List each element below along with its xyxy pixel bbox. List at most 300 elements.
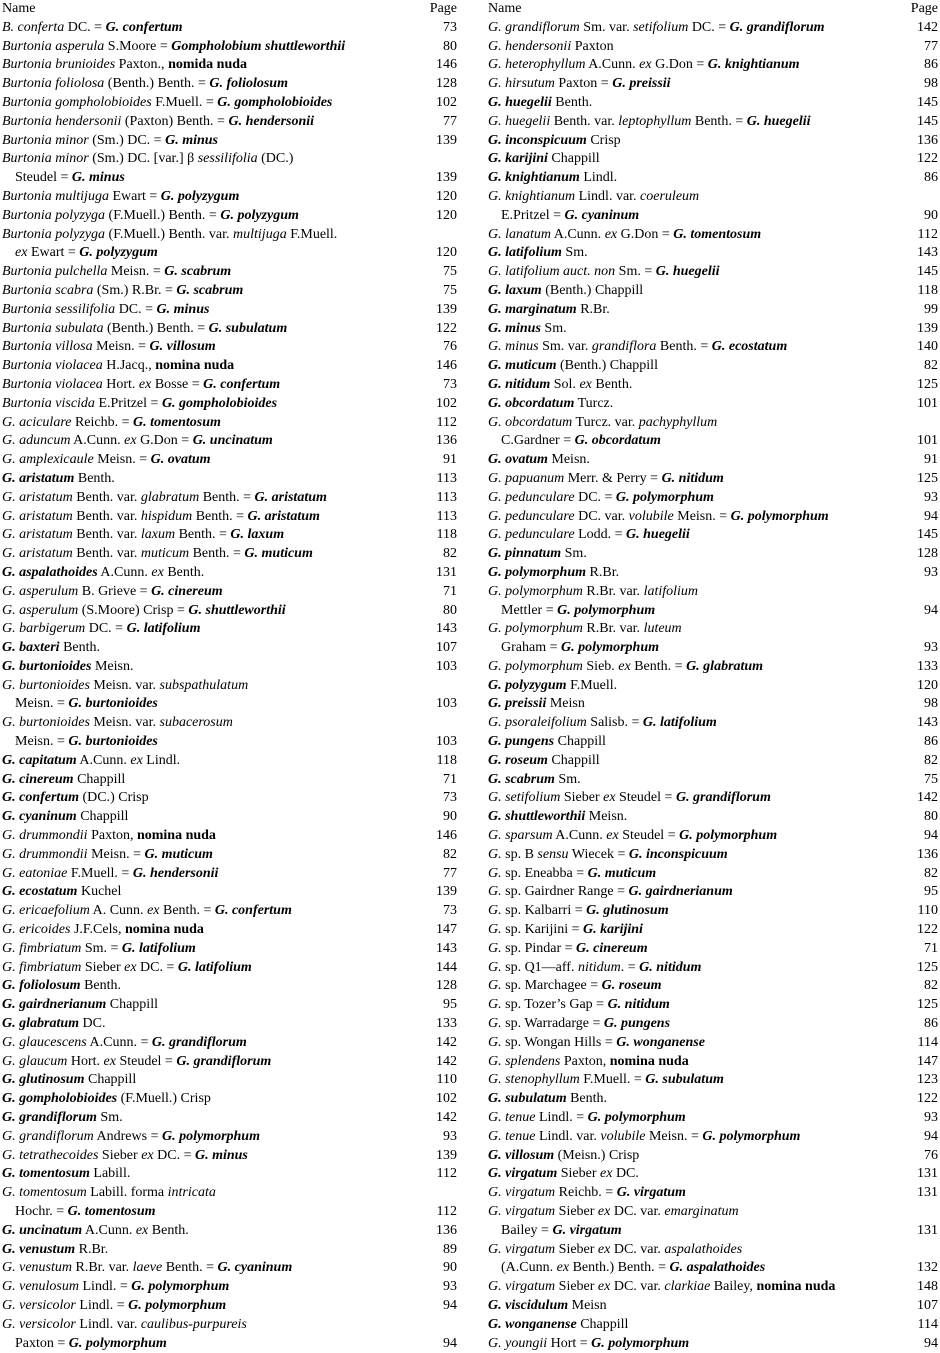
index-entry: [2, 959, 457, 978]
entry-name: G. virgatum Sieber ex DC. var. emarginatum: [488, 1204, 739, 1219]
entry-page: 76: [924, 1147, 938, 1163]
entry-name: Burtonia violacea H.Jacq., nomina nuda: [2, 358, 235, 374]
entry-name: G. aristatum Benth.: [2, 470, 115, 486]
entry-name: G. sp. Pindar = G. cinereum: [488, 940, 648, 956]
entry-page: 103: [436, 658, 457, 674]
index-entry: [2, 150, 457, 169]
entry-page: 98: [924, 76, 938, 92]
entry-page: 89: [443, 1241, 457, 1257]
index-entry: [2, 508, 457, 527]
entry-page: 71: [443, 583, 457, 599]
entry-name: G. asperulum B. Grieve = G. cinereum: [2, 583, 223, 599]
entry-name: Burtonia foliolosa (Benth.) Benth. = G. foliolosum: [2, 76, 288, 92]
entry-page: 110: [917, 903, 938, 919]
entry-name: G. foliolosum Benth.: [2, 978, 122, 994]
index-column-left: [2, 0, 457, 1353]
entry-name: Hochr. = G. tomentosum: [15, 1204, 156, 1219]
entry-name: G. huegelii Benth.: [488, 94, 593, 110]
entry-page: 125: [917, 959, 938, 975]
index-entry: [2, 865, 457, 884]
index-entry: [488, 1316, 938, 1335]
entry-page: 95: [443, 997, 457, 1013]
index-entry: [2, 188, 457, 207]
entry-page: 102: [436, 395, 457, 411]
index-entry: [2, 132, 457, 151]
entry-page: 143: [436, 621, 457, 637]
index-entry: [488, 658, 938, 677]
entry-name: G. pedunculare DC. var. volubile Meisn. = G. polymorphum: [488, 508, 829, 524]
entry-page: 139: [917, 320, 938, 336]
index-entry: [2, 620, 457, 639]
index-entry: [2, 1147, 457, 1166]
index-entry: [2, 921, 457, 940]
entry-page: 71: [443, 771, 457, 787]
index-entry: [488, 113, 938, 132]
entry-name: G. sp. Warradarge = G. pungens: [488, 1016, 671, 1032]
entry-page: 125: [917, 376, 938, 392]
header-page: Page: [429, 1, 457, 16]
entry-page: 94: [924, 508, 938, 524]
entry-page: 110: [436, 1072, 457, 1088]
entry-page: 94: [924, 602, 938, 618]
entry-page: 145: [917, 94, 938, 110]
index-entry: [2, 320, 457, 339]
index-entry: [2, 244, 457, 263]
index-entry: [488, 132, 938, 151]
entry-page: 80: [443, 602, 457, 618]
index-entry: [2, 1053, 457, 1072]
index-entry: [488, 789, 938, 808]
entry-name: G. aristatum Benth. var. laxum Benth. = G. laxum: [2, 527, 285, 543]
index-entry: [2, 338, 457, 357]
index-entry: [2, 75, 457, 94]
entry-name: G. venustum R.Br.: [2, 1241, 109, 1257]
entry-name: Bailey = G. virgatum: [501, 1222, 622, 1238]
entry-name: G. sp. Tozer’s Gap = G. nitidum: [488, 997, 670, 1013]
index-entry: [488, 357, 938, 376]
index-entry: [488, 432, 938, 451]
index-entry: [2, 564, 457, 583]
entry-name: G. grandiflorum Andrews = G. polymorphum: [2, 1128, 260, 1144]
entry-name: G. minus Sm. var. grandiflora Benth. = G. ecostatum: [488, 339, 788, 355]
entry-page: 101: [917, 395, 938, 411]
entry-page: 147: [917, 1053, 938, 1069]
entry-page: 114: [917, 1316, 938, 1332]
entry-name: G. setifolium Sieber ex Steudel = G. grandiflorum: [488, 790, 771, 806]
entry-page: 103: [436, 696, 457, 712]
index-entry: [488, 94, 938, 113]
entry-page: 80: [443, 38, 457, 54]
index-entry: [488, 1222, 938, 1241]
index-entry: [2, 827, 457, 846]
index-entry: [2, 771, 457, 790]
entry-name: G. drummondii Meisn. = G. muticum: [2, 846, 213, 862]
entry-name: G. polyzygum F.Muell.: [488, 677, 618, 693]
index-entry: [488, 451, 938, 470]
index-entry: [488, 395, 938, 414]
entry-name: G. polymorphum R.Br.: [488, 564, 620, 580]
index-entry: [488, 1053, 938, 1072]
entry-name: G. marginatum R.Br.: [488, 301, 610, 317]
index-entry: [2, 263, 457, 282]
entry-name: G. polymorphum Sieb. ex Benth. = G. glabratum: [488, 658, 764, 674]
entry-name: G. sp. Gairdner Range = G. gairdnerianum: [488, 884, 733, 900]
index-entry: [488, 188, 938, 207]
index-entry: [488, 808, 938, 827]
entry-page: 145: [917, 264, 938, 280]
index-entry: [488, 921, 938, 940]
entry-page: 103: [436, 734, 457, 750]
entry-page: 107: [436, 640, 457, 656]
index-entry: [488, 1165, 938, 1184]
entry-name: Burtonia subulata (Benth.) Benth. = G. subulatum: [2, 320, 288, 336]
index-entry: [2, 1335, 457, 1353]
index-entry: [488, 414, 938, 433]
index-entry: [488, 771, 938, 790]
entry-page: 139: [436, 170, 457, 186]
entry-page: 86: [924, 170, 938, 186]
entry-page: 123: [917, 1072, 938, 1088]
index-entry: [488, 1128, 938, 1147]
index-entry: [2, 1222, 457, 1241]
entry-name: G. pedunculare Lodd. = G. huegelii: [488, 527, 690, 543]
entry-name: Burtonia multijuga Ewart = G. polyzygum: [2, 188, 240, 204]
index-entry: [2, 808, 457, 827]
entry-name: G. tenue Lindl. var. volubile Meisn. = G. polymorphum: [488, 1128, 801, 1144]
index-entry: [488, 1184, 938, 1203]
entry-name: Burtonia asperula S.Moore = Gompholobium shuttleworthii: [2, 38, 346, 54]
entry-name: G. aristatum Benth. var. glabratum Benth. = G. aristatum: [2, 489, 327, 505]
index-entry: [2, 1071, 457, 1090]
entry-name: G. scabrum Sm.: [488, 771, 581, 787]
entry-page: 76: [443, 339, 457, 355]
entry-page: 94: [443, 1335, 457, 1351]
entry-page: 113: [436, 489, 457, 505]
entry-name: Graham = G. polymorphum: [501, 640, 660, 656]
entry-name: G. tenue Lindl. = G. polymorphum: [488, 1110, 686, 1126]
entry-name: G. aciculare Reichb. = G. tomentosum: [2, 414, 221, 430]
index-entry: [2, 94, 457, 113]
entry-page: 128: [436, 978, 457, 994]
entry-page: 82: [924, 978, 938, 994]
entry-page: 139: [436, 132, 457, 148]
entry-page: 128: [436, 76, 457, 92]
index-entry: [488, 489, 938, 508]
index-entry: [488, 996, 938, 1015]
entry-name: Burtonia viscida E.Pritzel = G. gompholobioides: [2, 395, 278, 411]
entry-name: G. polymorphum R.Br. var. latifolium: [488, 583, 699, 599]
index-entry: [2, 207, 457, 226]
entry-page: 95: [924, 884, 938, 900]
index-entry: [2, 19, 457, 38]
index-entry: [488, 75, 938, 94]
entry-name: G. aristatum Benth. var. muticum Benth. = G. muticum: [2, 546, 313, 562]
entry-name: G. sp. Q1—aff. nitidum. = G. nitidum: [488, 959, 702, 975]
entry-page: 98: [924, 696, 938, 712]
entry-page: 86: [924, 1016, 938, 1032]
index-entry: [2, 282, 457, 301]
entry-page: 73: [443, 376, 457, 392]
index-entry: [2, 56, 457, 75]
index-entry: [488, 526, 938, 545]
entry-page: 147: [436, 922, 457, 938]
entry-page: 112: [436, 1204, 457, 1219]
entry-name: G. sp. Wongan Hills = G. wonganense: [488, 1034, 705, 1050]
entry-page: 93: [924, 489, 938, 505]
entry-name: G. obcordatum Turcz.: [488, 395, 614, 411]
index-entry: [2, 470, 457, 489]
header-name: Name: [488, 1, 522, 16]
index-entry: [2, 1109, 457, 1128]
entry-page: 118: [917, 282, 938, 298]
index-entry: [2, 169, 457, 188]
entry-page: 125: [917, 470, 938, 486]
entry-name: G. burtonioides Meisn. var. subacerosum: [2, 715, 233, 731]
index-entry: [488, 545, 938, 564]
entry-page: 142: [436, 1053, 457, 1069]
entry-page: 128: [917, 546, 938, 562]
entry-page: 94: [924, 1335, 938, 1351]
entry-name: G. grandiflorum Sm.: [2, 1110, 123, 1126]
entry-page: 77: [924, 38, 938, 54]
index-entry: [488, 1203, 938, 1222]
entry-name: Burtonia minor (Sm.) DC. [var.] β sessilifolia (DC.): [2, 151, 294, 167]
entry-name: G. viscidulum Meisn: [488, 1297, 607, 1313]
entry-name: G. heterophyllum A.Cunn. ex G.Don = G. knightianum: [488, 57, 800, 73]
entry-page: 120: [436, 245, 457, 261]
entry-page: 139: [436, 1147, 457, 1163]
entry-page: 86: [924, 734, 938, 750]
entry-name: G. tomentosum Labill. forma intricata: [2, 1185, 216, 1201]
index-entry: [488, 695, 938, 714]
entry-page: 131: [436, 564, 457, 580]
index-entry: [488, 207, 938, 226]
entry-name: G. laxum (Benth.) Chappill: [488, 282, 644, 298]
entry-name: Steudel = G. minus: [15, 170, 125, 186]
entry-page: 146: [436, 358, 457, 374]
index-entry: [488, 376, 938, 395]
index-entry: [2, 902, 457, 921]
entry-page: 73: [443, 903, 457, 919]
entry-name: Meisn. = G. burtonioides: [15, 696, 158, 712]
entry-name: Burtonia violacea Hort. ex Bosse = G. confertum: [2, 376, 281, 392]
entry-name: Burtonia villosa Meisn. = G. villosum: [2, 339, 216, 355]
entry-page: 120: [917, 677, 938, 693]
entry-name: Meisn. = G. burtonioides: [15, 734, 158, 750]
entry-name: G. sparsum A.Cunn. ex Steudel = G. polymorphum: [488, 828, 778, 844]
entry-name: B. conferta DC. = G. confertum: [2, 19, 183, 35]
index-entry: [488, 583, 938, 602]
index-entry: [488, 1297, 938, 1316]
entry-name: G. latifolium auct. non Sm. = G. huegelii: [488, 264, 720, 280]
entry-name: G. wonganense Chappill: [488, 1316, 629, 1332]
entry-page: 91: [924, 452, 938, 468]
entry-page: 142: [436, 1110, 457, 1126]
entry-page: 133: [436, 1016, 457, 1032]
entry-page: 75: [924, 771, 938, 787]
entry-page: 142: [917, 19, 938, 35]
index-entry: [2, 639, 457, 658]
index-entry: [2, 1241, 457, 1260]
index-entry: [2, 1259, 457, 1278]
entry-page: 140: [917, 339, 938, 355]
entry-page: 136: [436, 1222, 457, 1238]
index-entry: [2, 583, 457, 602]
entry-name: G. versicolor Lindl. var. caulibus-purpureis: [2, 1316, 247, 1332]
index-entry: [2, 677, 457, 696]
entry-name: G. aduncum A.Cunn. ex G.Don = G. uncinatum: [2, 433, 273, 449]
entry-page: 75: [443, 264, 457, 280]
index-entry: [2, 226, 457, 245]
index-entry: [2, 940, 457, 959]
index-entry: [488, 1015, 938, 1034]
index-entry: [488, 865, 938, 884]
index-entry: [488, 1241, 938, 1260]
entry-name: G. sp. Kalbarri = G. glutinosum: [488, 903, 669, 919]
entry-page: 142: [917, 790, 938, 806]
entry-name: Burtonia gompholobioides F.Muell. = G. gompholobioides: [2, 94, 333, 110]
entry-name: G. glutinosum Chappill: [2, 1072, 137, 1088]
index-entry: [2, 432, 457, 451]
entry-page: 94: [443, 1297, 457, 1313]
index-entry: [488, 1259, 938, 1278]
column-header: [2, 0, 457, 19]
entry-page: 122: [436, 320, 457, 336]
entry-name: G. shuttleworthii Meisn.: [488, 809, 628, 825]
entry-name: G. glaucescens A.Cunn. = G. grandiflorum: [2, 1034, 247, 1050]
index-entry: [488, 263, 938, 282]
entry-name: Burtonia polyzyga (F.Muell.) Benth. var. multijuga F.Muell.: [2, 226, 338, 242]
entry-page: 93: [443, 1128, 457, 1144]
entry-name: (A.Cunn. ex Benth.) Benth. = G. aspalathoides: [501, 1260, 766, 1276]
entry-name: G. baxteri Benth.: [2, 640, 101, 656]
index-entry: [2, 414, 457, 433]
entry-name: G. pedunculare DC. = G. polymorphum: [488, 489, 714, 505]
entry-name: G. inconspicuum Crisp: [488, 132, 621, 148]
entry-name: G. splendens Paxton, nomina nuda: [488, 1053, 689, 1069]
entry-name: G. uncinatum A.Cunn. ex Benth.: [2, 1222, 189, 1238]
index-entry: [488, 1147, 938, 1166]
index-entry: [488, 56, 938, 75]
entry-name: G. cyaninum Chappill: [2, 809, 129, 825]
entry-name: G. ericoides J.F.Cels, nomina nuda: [2, 922, 204, 938]
entry-page: 136: [436, 433, 457, 449]
entry-page: 132: [917, 1260, 938, 1276]
entry-page: 86: [924, 57, 938, 73]
entry-page: 90: [443, 1260, 457, 1276]
entry-page: 131: [917, 1166, 938, 1182]
index-entry: [2, 1015, 457, 1034]
index-entry: [488, 620, 938, 639]
entry-page: 139: [436, 884, 457, 900]
index-entry: [488, 169, 938, 188]
entry-name: G. confertum (DC.) Crisp: [2, 790, 149, 806]
entry-name: G. pungens Chappill: [488, 734, 606, 750]
entry-name: Paxton = G. polymorphum: [15, 1335, 167, 1351]
index-entry: [2, 1128, 457, 1147]
entry-name: G. obcordatum Turcz. var. pachyphyllum: [488, 414, 718, 430]
index-entry: [488, 752, 938, 771]
index-entry: [2, 1184, 457, 1203]
index-entry: [2, 714, 457, 733]
entry-name: Mettler = G. polymorphum: [501, 602, 656, 618]
entry-page: 148: [917, 1279, 938, 1295]
entry-page: 131: [917, 1185, 938, 1201]
entry-page: 144: [436, 959, 457, 975]
entry-name: G. ericaefolium A. Cunn. ex Benth. = G. confertum: [2, 903, 292, 919]
entry-page: 82: [443, 546, 457, 562]
index-entry: [488, 959, 938, 978]
entry-name: G. polymorphum R.Br. var. luteum: [488, 621, 682, 637]
index-entry: [2, 752, 457, 771]
entry-name: G. sp. Karijini = G. karijini: [488, 922, 643, 938]
index-entry: [2, 695, 457, 714]
entry-name: G. tomentosum Labill.: [2, 1166, 131, 1182]
entry-page: 101: [917, 433, 938, 449]
entry-page: 118: [436, 752, 457, 768]
index-entry: [2, 38, 457, 57]
entry-name: G. knightianum Lindl.: [488, 170, 618, 186]
index-entry: [2, 113, 457, 132]
entry-name: G. papuanum Merr. & Perry = G. nitidum: [488, 470, 724, 486]
entry-name: G. huegelii Benth. var. leptophyllum Benth. = G. huegelii: [488, 113, 811, 129]
entry-page: 146: [436, 57, 457, 73]
entry-name: G. ovatum Meisn.: [488, 452, 590, 468]
entry-name: G. preissii Meisn: [488, 696, 585, 712]
entry-page: 125: [917, 997, 938, 1013]
index-entry: [2, 357, 457, 376]
index-entry: [2, 977, 457, 996]
entry-name: G. virgatum Sieber ex DC.: [488, 1166, 639, 1182]
index-entry: [488, 940, 938, 959]
index-entry: [2, 1090, 457, 1109]
index-entry: [488, 846, 938, 865]
entry-name: Burtonia scabra (Sm.) R.Br. = G. scabrum: [2, 282, 244, 298]
index-entry: [488, 1090, 938, 1109]
index-entry: [2, 846, 457, 865]
entry-name: Burtonia brunioides Paxton., nomida nuda: [2, 57, 248, 73]
index-entry: [488, 301, 938, 320]
index-entry: [2, 526, 457, 545]
index-entry: [2, 301, 457, 320]
column-header: [488, 0, 938, 19]
entry-page: 122: [917, 151, 938, 167]
entry-name: G. youngii Hort = G. polymorphum: [488, 1335, 690, 1351]
entry-name: G. lanatum A.Cunn. ex G.Don = G. tomentosum: [488, 226, 762, 242]
index-entry: [2, 545, 457, 564]
entry-name: G. burtonioides Meisn. var. subspathulatum: [2, 677, 249, 693]
entry-page: 99: [924, 301, 938, 317]
index-entry: [488, 282, 938, 301]
entry-page: 71: [924, 940, 938, 956]
index-entry: [488, 508, 938, 527]
entry-name: G. sp. Marchagee = G. roseum: [488, 978, 662, 994]
entry-page: 77: [443, 865, 457, 881]
index-entry: [488, 1335, 938, 1353]
entry-page: 90: [924, 207, 938, 223]
entry-page: 133: [917, 658, 938, 674]
entry-page: 113: [436, 470, 457, 486]
entry-page: 136: [917, 846, 938, 862]
entry-page: 94: [924, 1128, 938, 1144]
entry-name: G. amplexicaule Meisn. = G. ovatum: [2, 452, 211, 468]
index-entry: [488, 1071, 938, 1090]
index-entry: [488, 733, 938, 752]
entry-page: 120: [436, 188, 457, 204]
entry-page: 143: [436, 940, 457, 956]
entry-name: E.Pritzel = G. cyaninum: [501, 207, 640, 223]
entry-page: 93: [924, 1110, 938, 1126]
